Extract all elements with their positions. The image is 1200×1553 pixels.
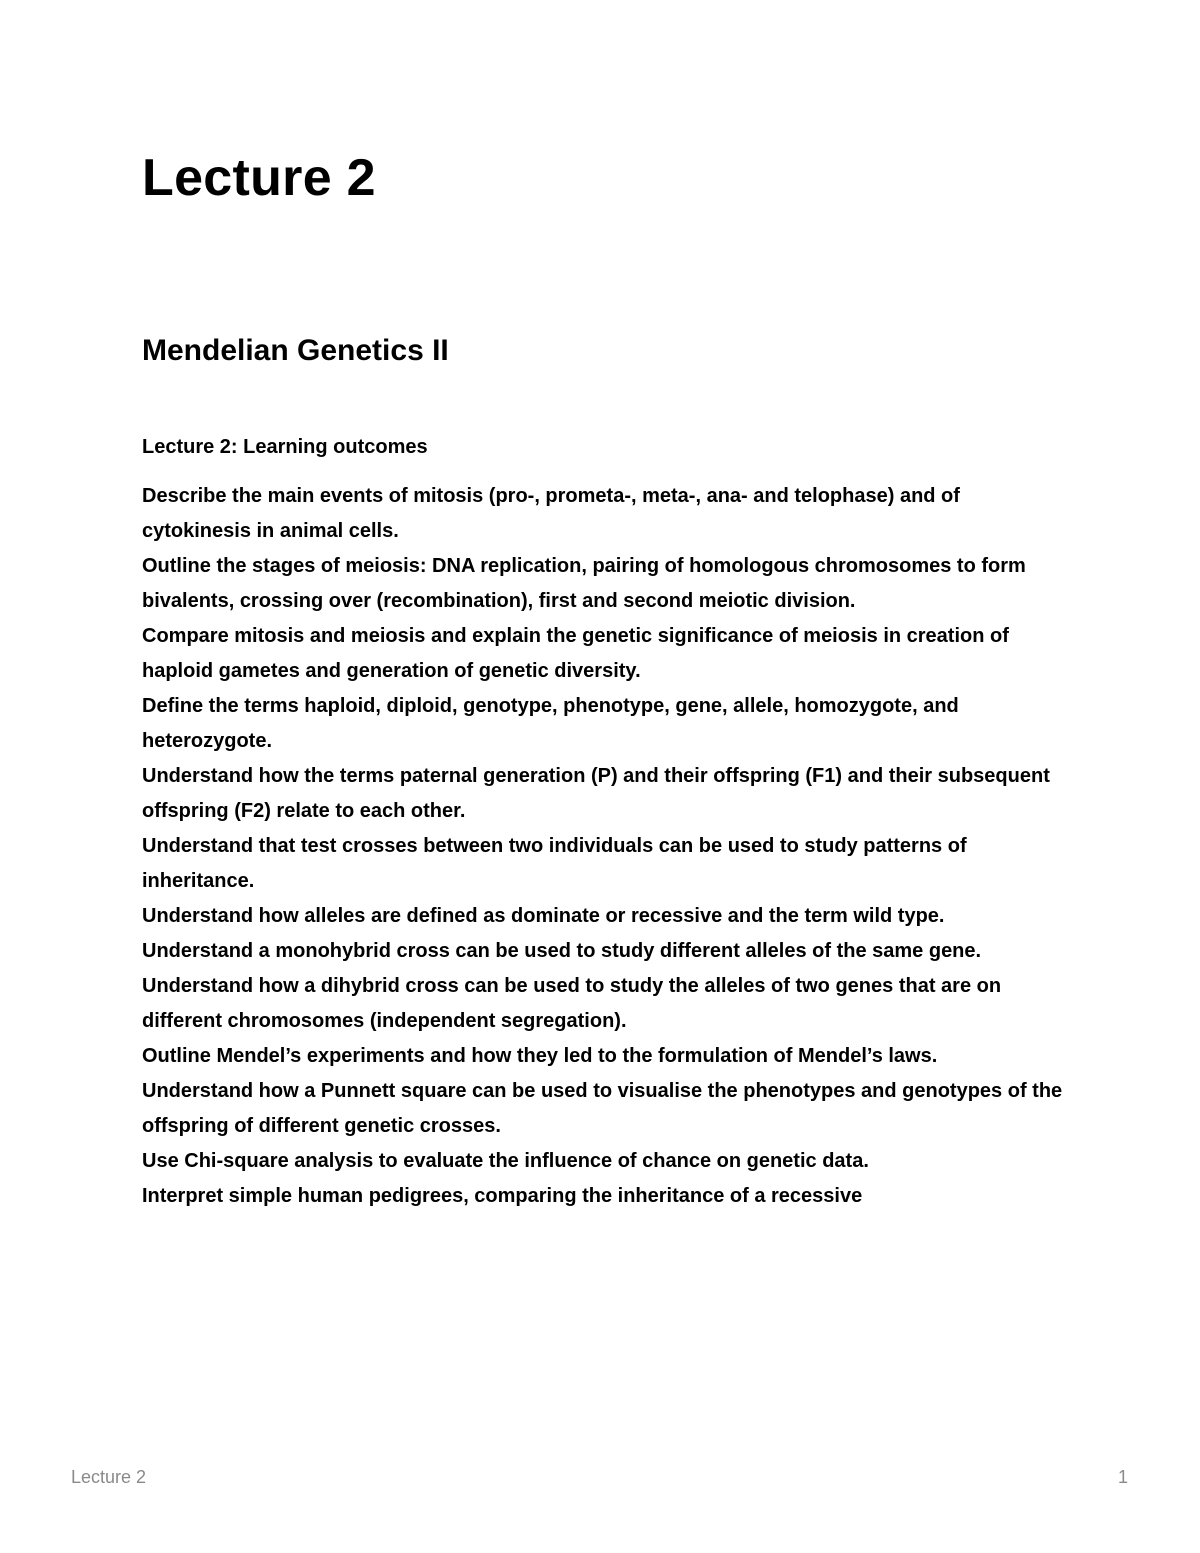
learning-outcome-item: Compare mitosis and meiosis and explain the genetic significance of meiosis in creation of haploid gametes and generation of genetic diversity.: [142, 625, 1009, 682]
learning-outcome-item: Understand how the terms paternal generation (P) and their offspring (F1) and their subsequent offspring (F2) relate to each other.: [142, 765, 1050, 822]
learning-outcome-item: Define the terms haploid, diploid, genotype, phenotype, gene, allele, homozygote, and heterozygote.: [142, 695, 959, 752]
learning-outcome-item: Understand how a dihybrid cross can be used to study the alleles of two genes that are on different chromosomes (independent segregation).: [142, 975, 1002, 1032]
learning-outcome-item: Use Chi-square analysis to evaluate the influence of chance on genetic data.: [142, 1150, 869, 1172]
learning-outcomes-heading: Lecture 2: Learning outcomes: [142, 436, 428, 458]
learning-outcome-item: Describe the main events of mitosis (pro-, prometa-, meta-, ana- and telophase) and of cytokinesis in animal cells.: [142, 485, 960, 542]
footer-page-number: 1: [1117, 1467, 1128, 1487]
learning-outcome-item: Outline the stages of meiosis: DNA replication, pairing of homologous chromosomes to form bivalents, crossing over (recombination), first and second meiotic division.: [142, 555, 1026, 612]
learning-outcome-item: Understand that test crosses between two individuals can be used to study patterns of inheritance.: [142, 835, 967, 892]
learning-outcome-item: Understand a monohybrid cross can be used to study different alleles of the same gene.: [142, 940, 982, 962]
learning-outcome-item: Interpret simple human pedigrees, comparing the inheritance of a recessive: [142, 1185, 863, 1207]
learning-outcome-item: Understand how a Punnett square can be used to visualise the phenotypes and genotypes of the offspring of different genetic crosses.: [142, 1080, 1063, 1137]
learning-outcome-item: Understand how alleles are defined as dominate or recessive and the term wild type.: [142, 905, 945, 927]
footer-document-label: Lecture 2: [71, 1467, 147, 1487]
learning-outcomes-list: [142, 479, 1067, 1214]
learning-outcome-item: Outline Mendel’s experiments and how they led to the formulation of Mendel’s laws.: [142, 1045, 938, 1067]
document-title: Lecture 2: [142, 149, 376, 207]
document-subtitle: Mendelian Genetics II: [142, 334, 449, 367]
